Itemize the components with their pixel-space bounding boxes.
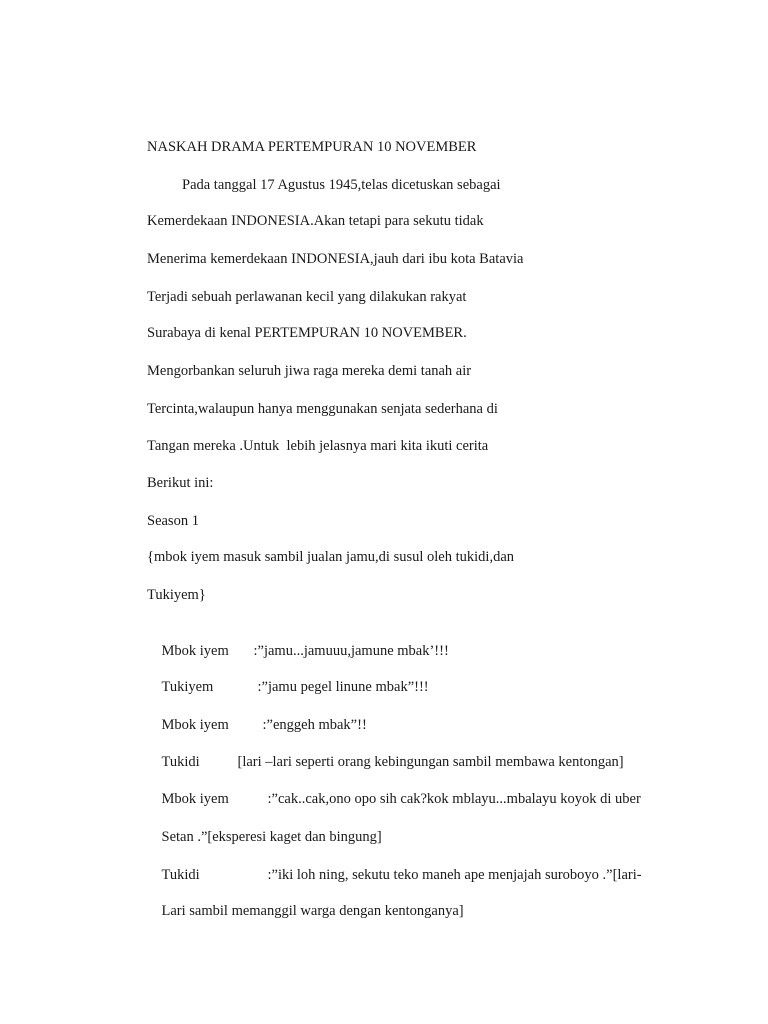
speaker-name: Tukiyem xyxy=(161,679,214,695)
stage-direction: Tukiyem} xyxy=(147,587,206,603)
dialogue-text: Setan .”[eksperesi kaget dan bingung] xyxy=(161,829,382,845)
dialogue-text: :”cak..cak,ono opo sih cak?kok mblayu...mbalayu koyok di uber xyxy=(267,791,641,807)
intro-line: Tercinta,walaupun hanya menggunakan senjata sederhana di xyxy=(147,401,498,417)
document-title: NASKAH DRAMA PERTEMPURAN 10 NOVEMBER xyxy=(147,139,477,155)
dialogue-text: :”iki loh ning, sekutu teko maneh ape menjajah suroboyo .”[lari- xyxy=(267,867,642,883)
dialogue-text: :”jamu...jamuuu,jamune mbak’!!! xyxy=(253,643,449,659)
stage-direction: {mbok iyem masuk sambil jualan jamu,di susul oleh tukidi,dan xyxy=(147,549,515,565)
intro-line: Mengorbankan seluruh jiwa raga mereka demi tanah air xyxy=(147,363,472,379)
intro-line: Pada tanggal 17 Agustus 1945,telas dicetuskan sebagai xyxy=(182,177,501,193)
intro-line: Surabaya di kenal PERTEMPURAN 10 NOVEMBER. xyxy=(147,325,467,341)
dialogue-text: :”enggeh mbak”!! xyxy=(262,717,367,733)
dialogue-text: [lari –lari seperti orang kebingungan sambil membawa kentongan] xyxy=(237,754,624,770)
intro-line: Tangan mereka .Untuk lebih jelasnya mari kita ikuti cerita xyxy=(147,438,489,454)
speaker-name: Tukidi xyxy=(161,867,200,883)
intro-line: Kemerdekaan INDONESIA.Akan tetapi para sekutu tidak xyxy=(147,213,484,229)
season-heading: Season 1 xyxy=(147,513,199,529)
speaker-name: Tukidi xyxy=(161,754,200,770)
dialogue-text: Lari sambil memanggil warga dengan kentonganya] xyxy=(161,903,464,919)
speaker-name: Mbok iyem xyxy=(161,791,229,807)
dialogue-line xyxy=(147,884,464,938)
intro-line: Berikut ini: xyxy=(147,475,214,491)
speaker-name: Mbok iyem xyxy=(161,717,229,733)
dialogue-text: :”jamu pegel linune mbak”!!! xyxy=(257,679,429,695)
intro-line: Menerima kemerdekaan INDONESIA,jauh dari ibu kota Batavia xyxy=(147,251,524,267)
speaker-name: Mbok iyem xyxy=(161,643,229,659)
intro-line: Terjadi sebuah perlawanan kecil yang dilakukan rakyat xyxy=(147,289,467,305)
